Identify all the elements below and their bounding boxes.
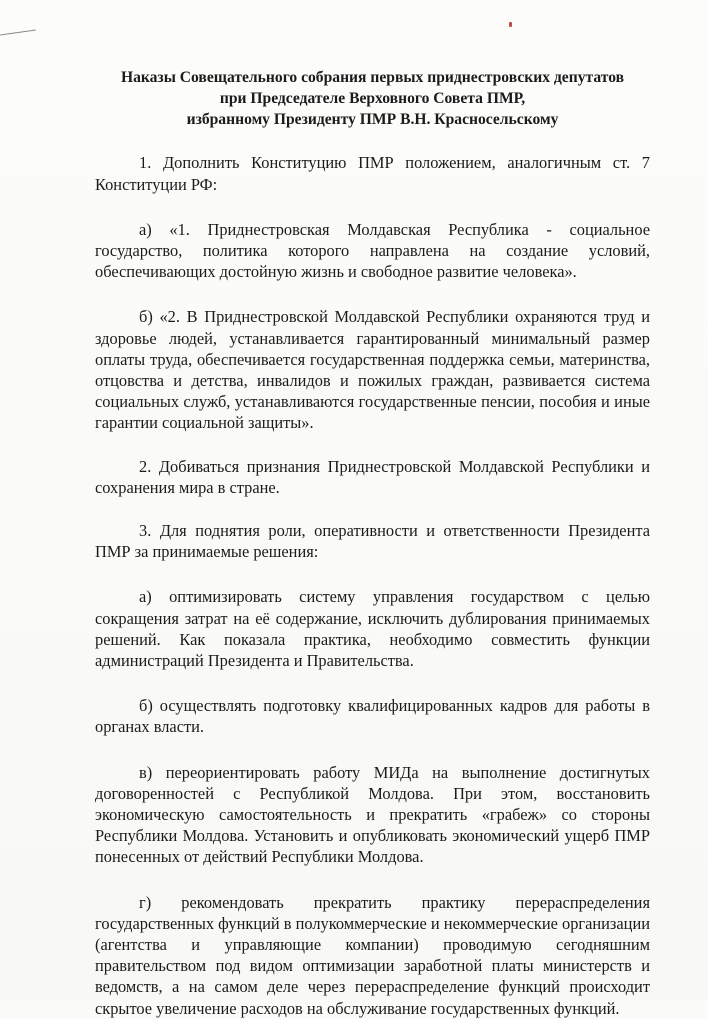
document-title xyxy=(95,68,650,130)
document-body xyxy=(95,68,650,1019)
title-line-1: Наказы Совещательного собрания первых приднестровских депутатов xyxy=(120,69,625,86)
paragraph-3a: а) оптимизировать систему управления государством с целью сокращения затрат на её содержание, исключить дублирования принимаемых решений. Как показала практика, необходимо совместить функции администраций Президента и Правительства. xyxy=(95,587,650,671)
paragraph-3c: в) переориентировать работу МИДа на выполнение достигнутых договоренностей с Республикой Молдова. При этом, восстановить экономическую самостоятельность и прекратить «грабеж» со стороны Республики Молдова. Установить и опубликовать экономический ущерб ПМР понесенных от действий Республики Молдова. xyxy=(95,762,650,867)
title-line-3: избранному Президенту ПМР В.Н. Красносельскому xyxy=(186,110,559,128)
scan-edge-mark xyxy=(0,29,36,35)
paragraph-3: 3. Для поднятия роли, оперативности и ответственности Президента ПМР за принимаемые решения: xyxy=(95,521,650,562)
paragraph-1: 1. Дополнить Конституцию ПМР положением, аналогичным ст. 7 Конституции РФ: xyxy=(95,153,650,194)
paragraph-1a: а) «1. Приднестровская Молдавская Республика - социальное государство, политика которого направлена на создание условий, обеспечивающих достойную жизнь и свободное развитие человека». xyxy=(95,219,650,282)
paragraph-2: 2. Добиваться признания Приднестровской Молдавской Республики и сохранения мира в стране. xyxy=(95,456,650,497)
paragraph-3d: г) рекомендовать прекратить практику перераспределения государственных функций в полукоммерческие и некоммерческие организации (агентства и управляющие компании) проводимую сегодняшним правительством под видом оптимизации заработной платы министерств и ведомств, а на самом деле через перераспределение функций происходит скрытое увеличение расходов на обслуживание государственных функций. xyxy=(95,892,650,1018)
paragraph-3b: б) осуществлять подготовку квалифицированных кадров для работы в органах власти. xyxy=(95,696,650,737)
title-line-2: при Председателе Верховного Совета ПМР, xyxy=(219,89,526,107)
ink-mark xyxy=(509,22,512,27)
paragraph-1b: б) «2. В Приднестровской Молдавской Республики охраняются труд и здоровье людей, устанавливается гарантированный минимальный размер оплаты труда, обеспечивается государственная поддержка семьи, материнства, отцовства и детства, инвалидов и пожилых граждан, развивается система социальных служб, устанавливаются государственные пенсии, пособия и иные гарантии социальной защиты». xyxy=(95,307,650,433)
